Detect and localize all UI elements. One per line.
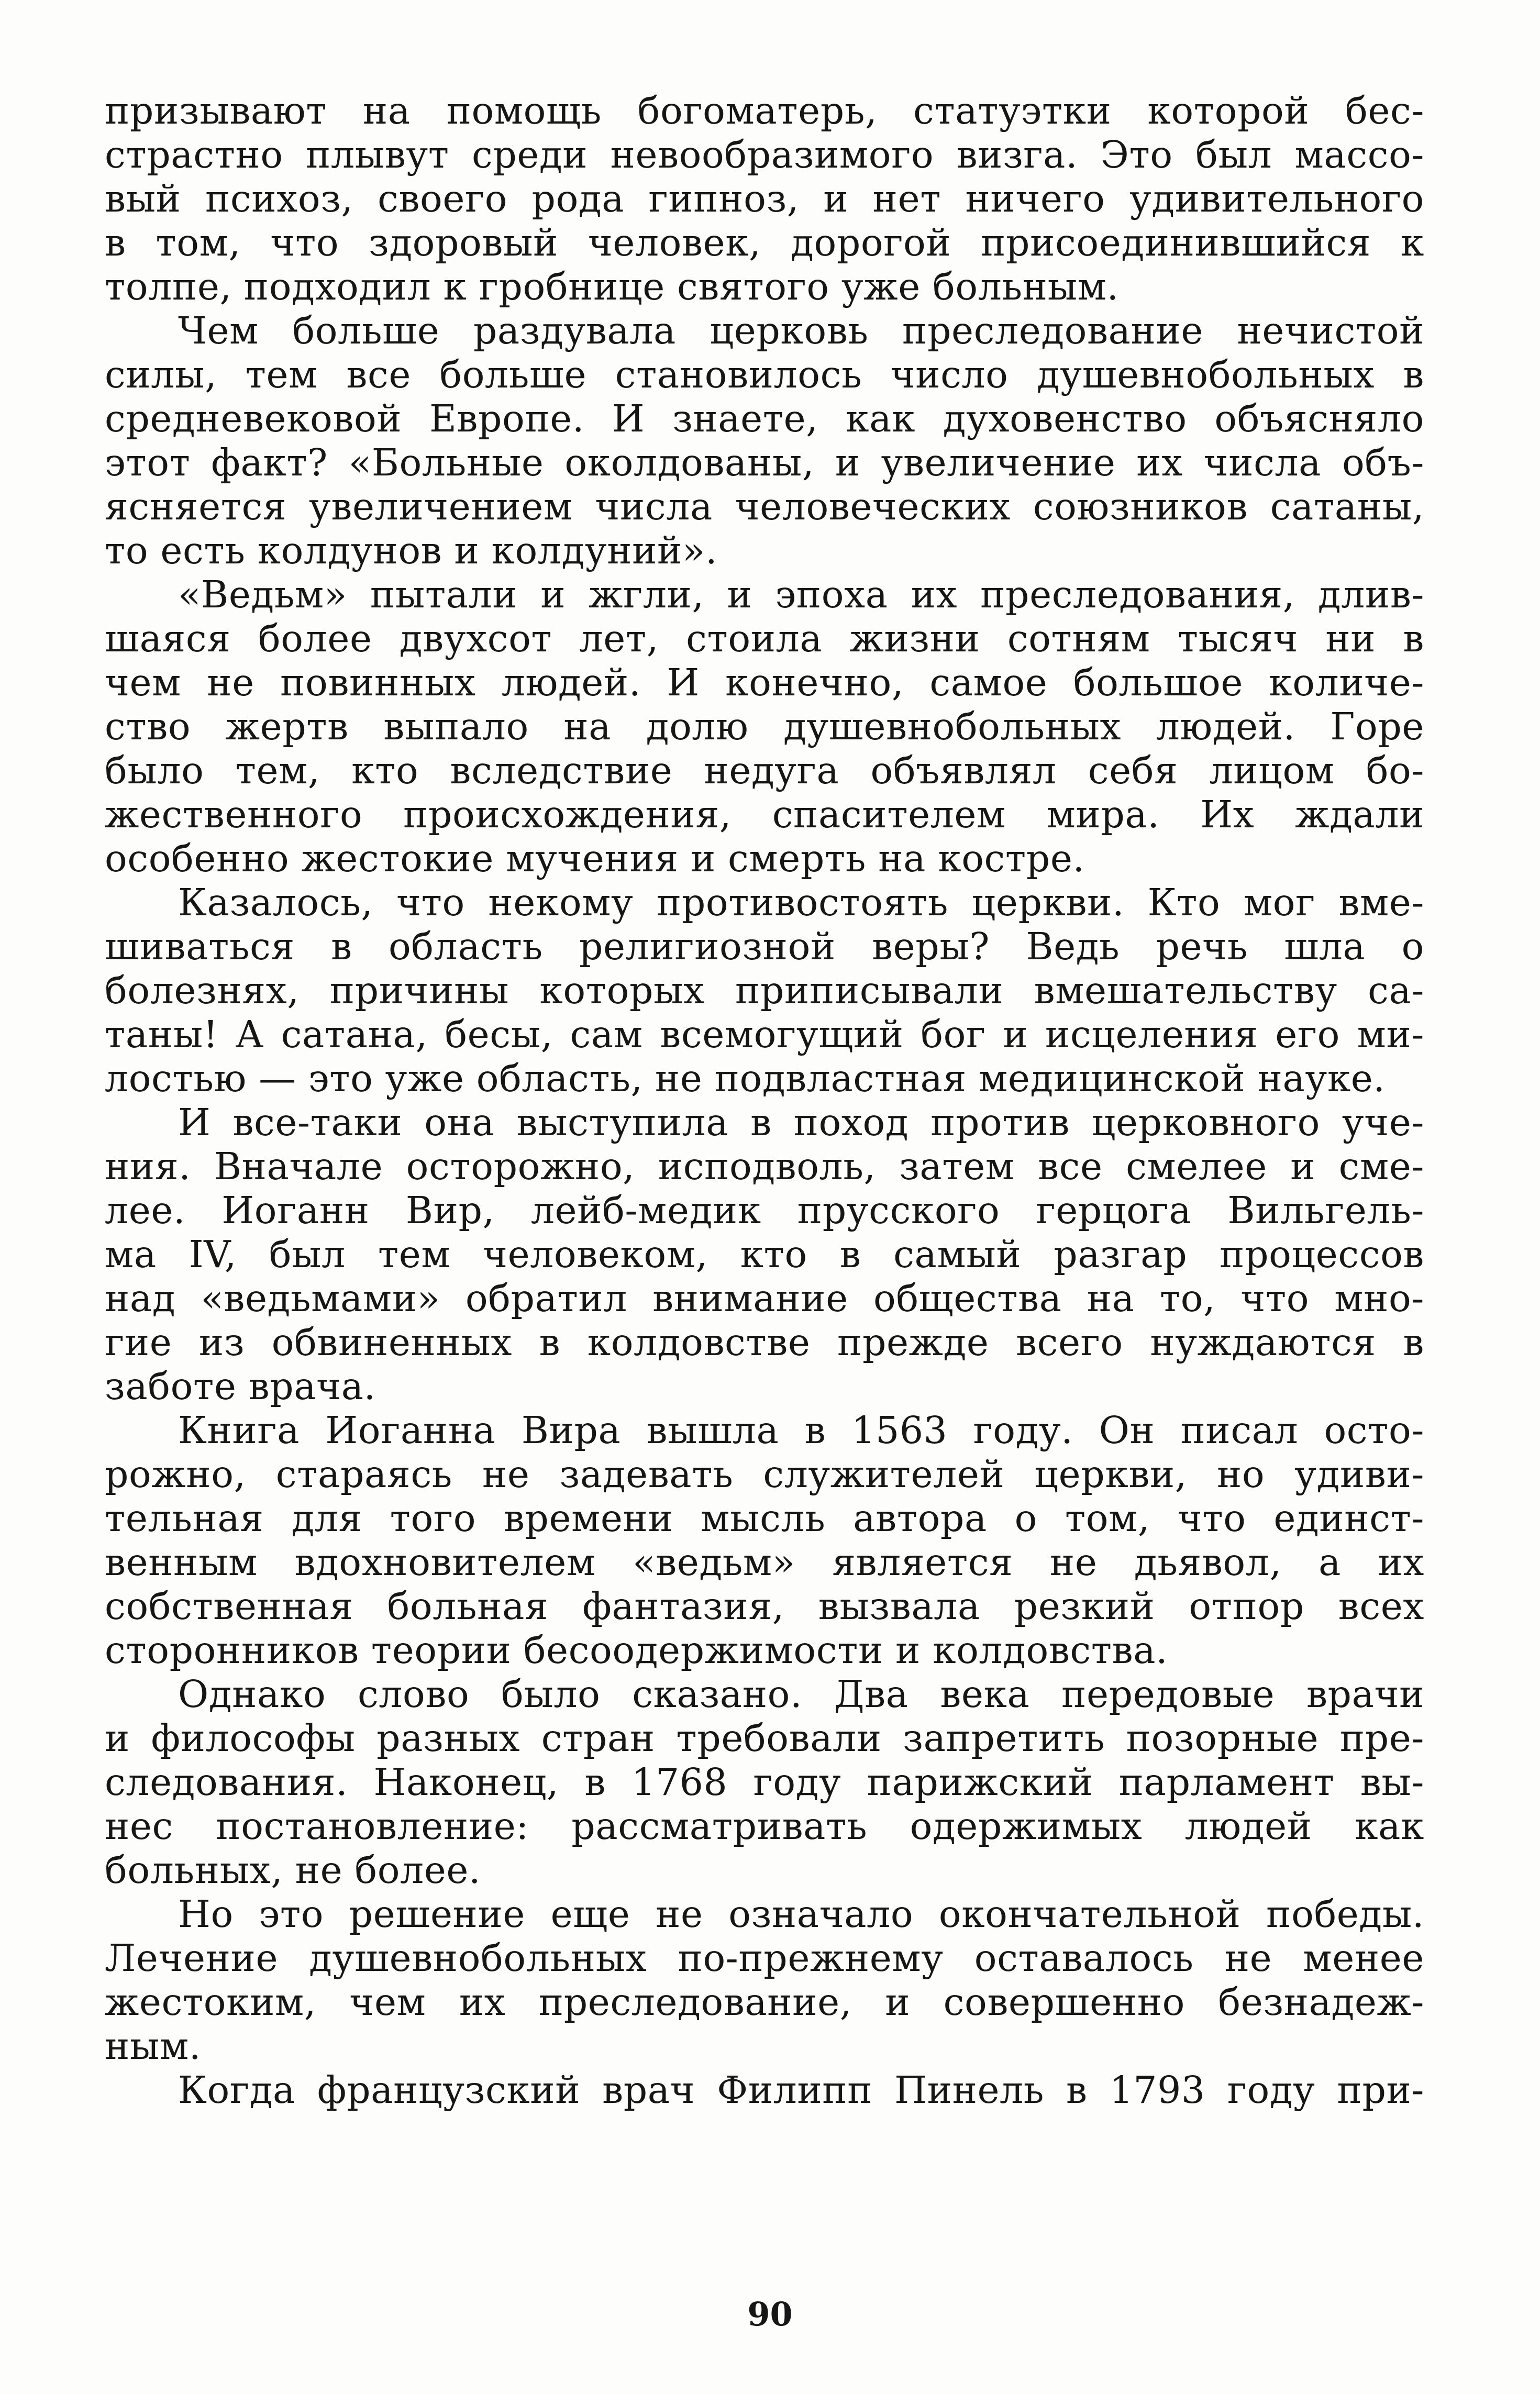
text-line: И все-таки она выступила в поход против церковного уче-: [178, 1101, 1424, 1144]
text-line: Чем больше раздувала церковь преследование нечистой: [178, 309, 1424, 352]
text-line: было тем, кто вследствие недуга объявлял себя лицом бо-: [105, 749, 1424, 792]
text-line: тельная для того времени мысль автора о том, что единст-: [105, 1497, 1424, 1540]
text-line: над «ведьмами» обратил внимание общества на то, что мно-: [105, 1277, 1424, 1320]
text-line: собственная больная фантазия, вызвала резкий отпор всех: [105, 1584, 1424, 1628]
text-line: лее. Иоганн Вир, лейб-медик прусского герцога Вильгель-: [105, 1189, 1424, 1232]
text-line: венным вдохновителем «ведьм» является не дьявол, а их: [105, 1540, 1424, 1584]
text-line: больных, не более.: [105, 1848, 481, 1892]
text-line: Но это решение еще не означало окончательной победы.: [178, 1892, 1424, 1936]
page-number: 90: [747, 2295, 793, 2333]
text-line: Казалось, что некому противостоять церкви. Кто мог вме-: [178, 881, 1424, 924]
text-line: сторонников теории бесоодержимости и колдовства.: [105, 1628, 1168, 1672]
text-line: вый психоз, своего рода гипноз, и нет ничего удивительного: [105, 177, 1424, 220]
text-line: следования. Наконец, в 1768 году парижский парламент вы-: [105, 1760, 1424, 1804]
text-line: этот факт? «Больные околдованы, и увеличение их числа объ-: [105, 441, 1424, 484]
text-line: силы, тем все больше становилось число душевнобольных в: [105, 353, 1424, 396]
text-line: рожно, стараясь не задевать служителей церкви, но удиви-: [105, 1453, 1424, 1496]
text-line: страстно плывут среди невообразимого визга. Это был массо-: [105, 133, 1424, 176]
text-line: жестоким, чем их преследование, и совершенно безнадеж-: [105, 1980, 1424, 2024]
text-line: лостью — это уже область, не подвластная медицинской науке.: [105, 1057, 1386, 1100]
text-line: в том, что здоровый человек, дорогой присоединившийся к: [105, 221, 1424, 264]
text-line: жественного происхождения, спасителем мира. Их ждали: [105, 793, 1424, 836]
text-line: особенно жестокие мучения и смерть на костре.: [105, 837, 1085, 880]
text-line: болезнях, причины которых приписывали вмешательству са-: [105, 969, 1424, 1012]
text-line: ния. Вначале осторожно, исподволь, затем все смелее и сме-: [105, 1145, 1424, 1188]
text-line: «Ведьм» пытали и жгли, и эпоха их преследования, длив-: [178, 573, 1424, 616]
text-line: ма IV, был тем человеком, кто в самый разгар процессов: [105, 1233, 1424, 1276]
text-line: средневековой Европе. И знаете, как духовенство объясняло: [105, 397, 1424, 440]
text-line: Когда французский врач Филипп Пинель в 1793 году при-: [178, 2068, 1424, 2112]
text-line: Однако слово было сказано. Два века передовые врачи: [178, 1672, 1424, 1716]
text-line: ясняется увеличением числа человеческих союзников сатаны,: [105, 485, 1424, 528]
text-line: заботе врача.: [105, 1365, 376, 1408]
text-line: то есть колдунов и колдуний».: [105, 529, 718, 572]
text-line: ство жертв выпало на долю душевнобольных людей. Горе: [105, 705, 1424, 748]
text-line: шаяся более двухсот лет, стоила жизни сотням тысяч ни в: [105, 617, 1424, 660]
text-line: и философы разных стран требовали запретить позорные пре-: [105, 1716, 1424, 1760]
text-line: чем не повинных людей. И конечно, самое большое количе-: [105, 661, 1424, 704]
text-line: нес постановление: рассматривать одержимых людей как: [105, 1804, 1424, 1848]
text-line: гие из обвиненных в колдовстве прежде всего нуждаются в: [105, 1321, 1424, 1364]
text-line: шиваться в область религиозной веры? Ведь речь шла о: [105, 925, 1424, 968]
body-text: [105, 89, 1424, 2112]
text-line: Книга Иоганна Вира вышла в 1563 году. Он писал осто-: [178, 1409, 1424, 1452]
text-line: Лечение душевнобольных по-прежнему оставалось не менее: [105, 1936, 1424, 1980]
text-line: толпе, подходил к гробнице святого уже больным.: [105, 265, 1119, 308]
text-line: ным.: [105, 2024, 202, 2068]
text-line: таны! А сатана, бесы, сам всемогущий бог и исцеления его ми-: [105, 1013, 1424, 1056]
text-line: призывают на помощь богоматерь, статуэтки которой бес-: [105, 89, 1424, 132]
